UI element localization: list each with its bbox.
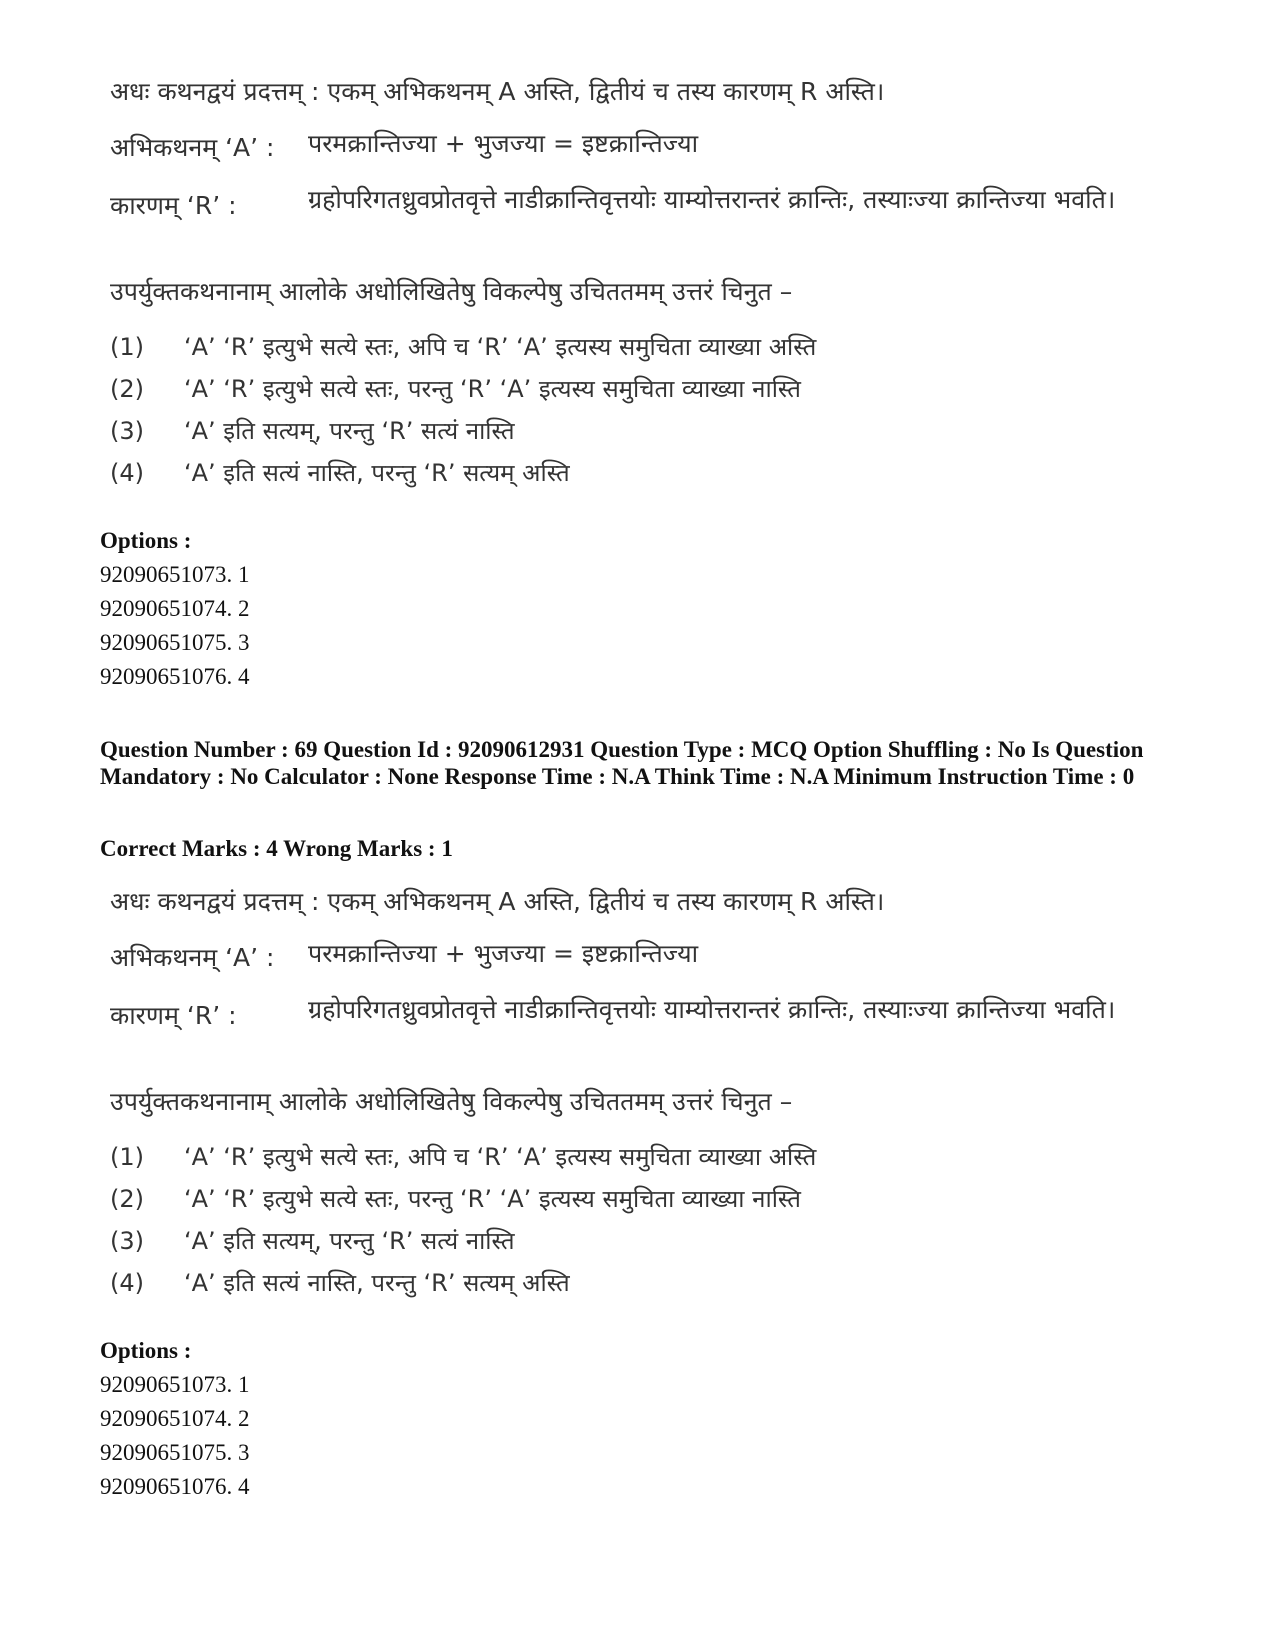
choice-number: (4) <box>110 1269 144 1297</box>
assertion-text: परमक्रान्तिज्या + भुजज्या = इष्टक्रान्तिज्या <box>308 129 699 158</box>
choice-text: ‘A’ इति सत्यं नास्ति, परन्तु ‘R’ सत्यम् अस्ति <box>184 1269 570 1297</box>
choice-number: (1) <box>110 1143 144 1171</box>
reason-label: कारणम् ‘R’ : <box>110 1001 237 1030</box>
choice-number: (3) <box>110 1227 144 1255</box>
question-marks: Correct Marks : 4 Wrong Marks : 1 <box>100 836 453 861</box>
choice-text: ‘A’ इति सत्यं नास्ति, परन्तु ‘R’ सत्यम् अस्ति <box>184 459 570 487</box>
choice-item <box>110 330 816 363</box>
choice-text: ‘A’ ‘R’ इत्युभे सत्ये स्तः, परन्तु ‘R’ ‘A’ इत्यस्य समुचिता व्याख्या नास्ति <box>184 1185 801 1213</box>
choice-item <box>110 1266 570 1299</box>
question-block-b <box>0 810 1275 1499</box>
choice-item <box>110 372 801 405</box>
choice-text: ‘A’ इति सत्यम्, परन्तु ‘R’ सत्यं नास्ति <box>184 1227 515 1255</box>
question-intro: अधः कथनद्वयं प्रदत्तम् : एकम् अभिकथनम् A अस्ति, द्वितीयं च तस्य कारणम् R अस्ति। <box>110 887 885 916</box>
choice-number: (4) <box>110 459 144 487</box>
options-heading: Options : <box>100 1338 192 1363</box>
choice-number: (3) <box>110 417 144 445</box>
question-intro: अधः कथनद्वयं प्रदत्तम् : एकम् अभिकथनम् A अस्ति, द्वितीयं च तस्य कारणम् R अस्ति। <box>110 77 885 106</box>
option-line: 92090651074. 2 <box>100 1406 250 1431</box>
choice-item <box>110 1224 515 1257</box>
option-line: 92090651074. 2 <box>100 596 250 621</box>
reason-text: ग्रहोपरिगतध्रुवप्रोतवृत्ते नाडीक्रान्तिवृत्तयोः याम्योत्तरान्तरं क्रान्तिः, तस्याःज्या क्रान्तिज्या भवति। <box>308 995 1116 1024</box>
options-heading: Options : <box>100 528 192 553</box>
choice-number: (2) <box>110 375 144 403</box>
option-line: 92090651076. 4 <box>100 1474 250 1499</box>
assertion-label: अभिकथनम् ‘A’ : <box>110 133 275 162</box>
assertion-label: अभिकथनम् ‘A’ : <box>110 943 275 972</box>
option-line: 92090651073. 1 <box>100 562 250 587</box>
option-line: 92090651075. 3 <box>100 1440 250 1465</box>
choice-text: ‘A’ ‘R’ इत्युभे सत्ये स्तः, अपि च ‘R’ ‘A’ इत्यस्य समुचिता व्याख्या अस्ति <box>184 1143 817 1171</box>
assertion-text: परमक्रान्तिज्या + भुजज्या = इष्टक्रान्तिज्या <box>308 939 699 968</box>
choice-item <box>110 456 570 489</box>
reason-label: कारणम् ‘R’ : <box>110 191 237 220</box>
choice-number: (1) <box>110 333 144 361</box>
option-line: 92090651075. 3 <box>100 630 250 655</box>
question-prompt: उपर्युक्तकथनानाम् आलोके अधोलिखितेषु विकल्पेषु उचिततमम् उत्तरं चिनुत – <box>110 1087 793 1116</box>
choice-text: ‘A’ इति सत्यम्, परन्तु ‘R’ सत्यं नास्ति <box>184 417 515 445</box>
option-line: 92090651076. 4 <box>100 664 250 689</box>
choice-item <box>110 1182 801 1215</box>
option-line: 92090651073. 1 <box>100 1372 250 1397</box>
choice-item <box>110 1140 816 1173</box>
question-block-a <box>0 0 1275 689</box>
choice-text: ‘A’ ‘R’ इत्युभे सत्ये स्तः, अपि च ‘R’ ‘A’ इत्यस्य समुचिता व्याख्या अस्ति <box>184 333 817 361</box>
choice-item <box>110 414 515 447</box>
choice-number: (2) <box>110 1185 144 1213</box>
reason-text: ग्रहोपरिगतध्रुवप्रोतवृत्ते नाडीक्रान्तिवृत्तयोः याम्योत्तरान्तरं क्रान्तिः, तस्याःज्या क्रान्तिज्या भवति। <box>308 185 1116 214</box>
question-meta: Question Number : 69 Question Id : 92090612931 Question Type : MCQ Option Shuffling : No Is Question Mandatory : No Calculator : None Response Time : N.A Think Time : N.A Minimum Instruction Time : 0 <box>100 737 1144 789</box>
question-prompt: उपर्युक्तकथनानाम् आलोके अधोलिखितेषु विकल्पेषु उचिततमम् उत्तरं चिनुत – <box>110 277 793 306</box>
choice-text: ‘A’ ‘R’ इत्युभे सत्ये स्तः, परन्तु ‘R’ ‘A’ इत्यस्य समुचिता व्याख्या नास्ति <box>184 375 801 403</box>
